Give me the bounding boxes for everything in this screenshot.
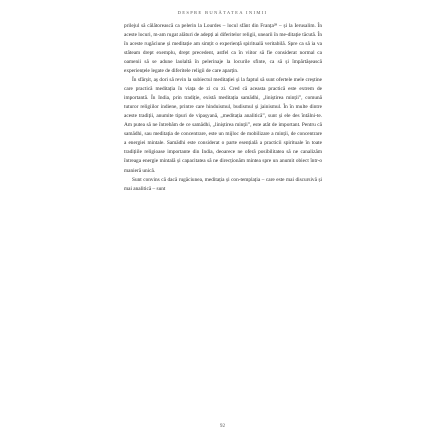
paragraph: prilejul să călătorească ca pelerin la Lourdes – locul sfânt din Franța²⁸ – și la Ierusalim. În aceste locuri, m-am rugat alături de adepți ai diferitelor religii, unearii în me-ditație tăcută. În în aceste rugăciune și meditație am simțit o experiență spirituală veritabilă. Spre ca să ia va stăteam drept exemplu, drept precedent, astfel ca în viitor să fie considerat normal ca oamenii să se adune laolaltă în pelerinaje la locurile sfinte, ca să și împărtășească experiențele legate de diferitele religii de care aparțin.	[124, 23, 322, 75]
paragraph: Sunt convins că dacă rugăciunea, meditația și con-templația – care este mai discursivă și mai analitică – sunt	[124, 176, 322, 192]
page-number: 92	[219, 423, 226, 429]
paragraph: În sfârșit, aș dori să revin la subiectul meditației și la faptul să sunt ofertele mele creștine care practică meditația în viața de zi cu zi. Cred că aceasta practică este extrem de importantă. În India, prin tradiție, există meditația samādhi, „liniștirea minții”, comună tuturor religiilor indiene, printre care hinduismul, budismul și jainismul. În în multe dintre aceste tradiții, anumite tipuri de vipașyanā, „meditația analitică”, sunt și ele des întâlni-te. Am putea să ne întrebăm de ce samādhi, „liniștirea minții”, este atât de important. Pentru că samādhi, sau meditația de concentrare, este un mijloc de mobilizare a minții, de concentrare a energiei mintale. Samādhi este considerat o parte esențială a practicii spirituale în toate tradițiile religioase importante din India, deoarece ne oferă posibilitatea să ne canalizăm întreaga energie mintală și capacitatea să ne direcționăm mintea spre un anumit obiect într-o manieră unică.	[124, 77, 322, 174]
body-text	[124, 22, 322, 194]
running-header: DESPRE BUNĂTATEA INIMII	[177, 10, 268, 15]
